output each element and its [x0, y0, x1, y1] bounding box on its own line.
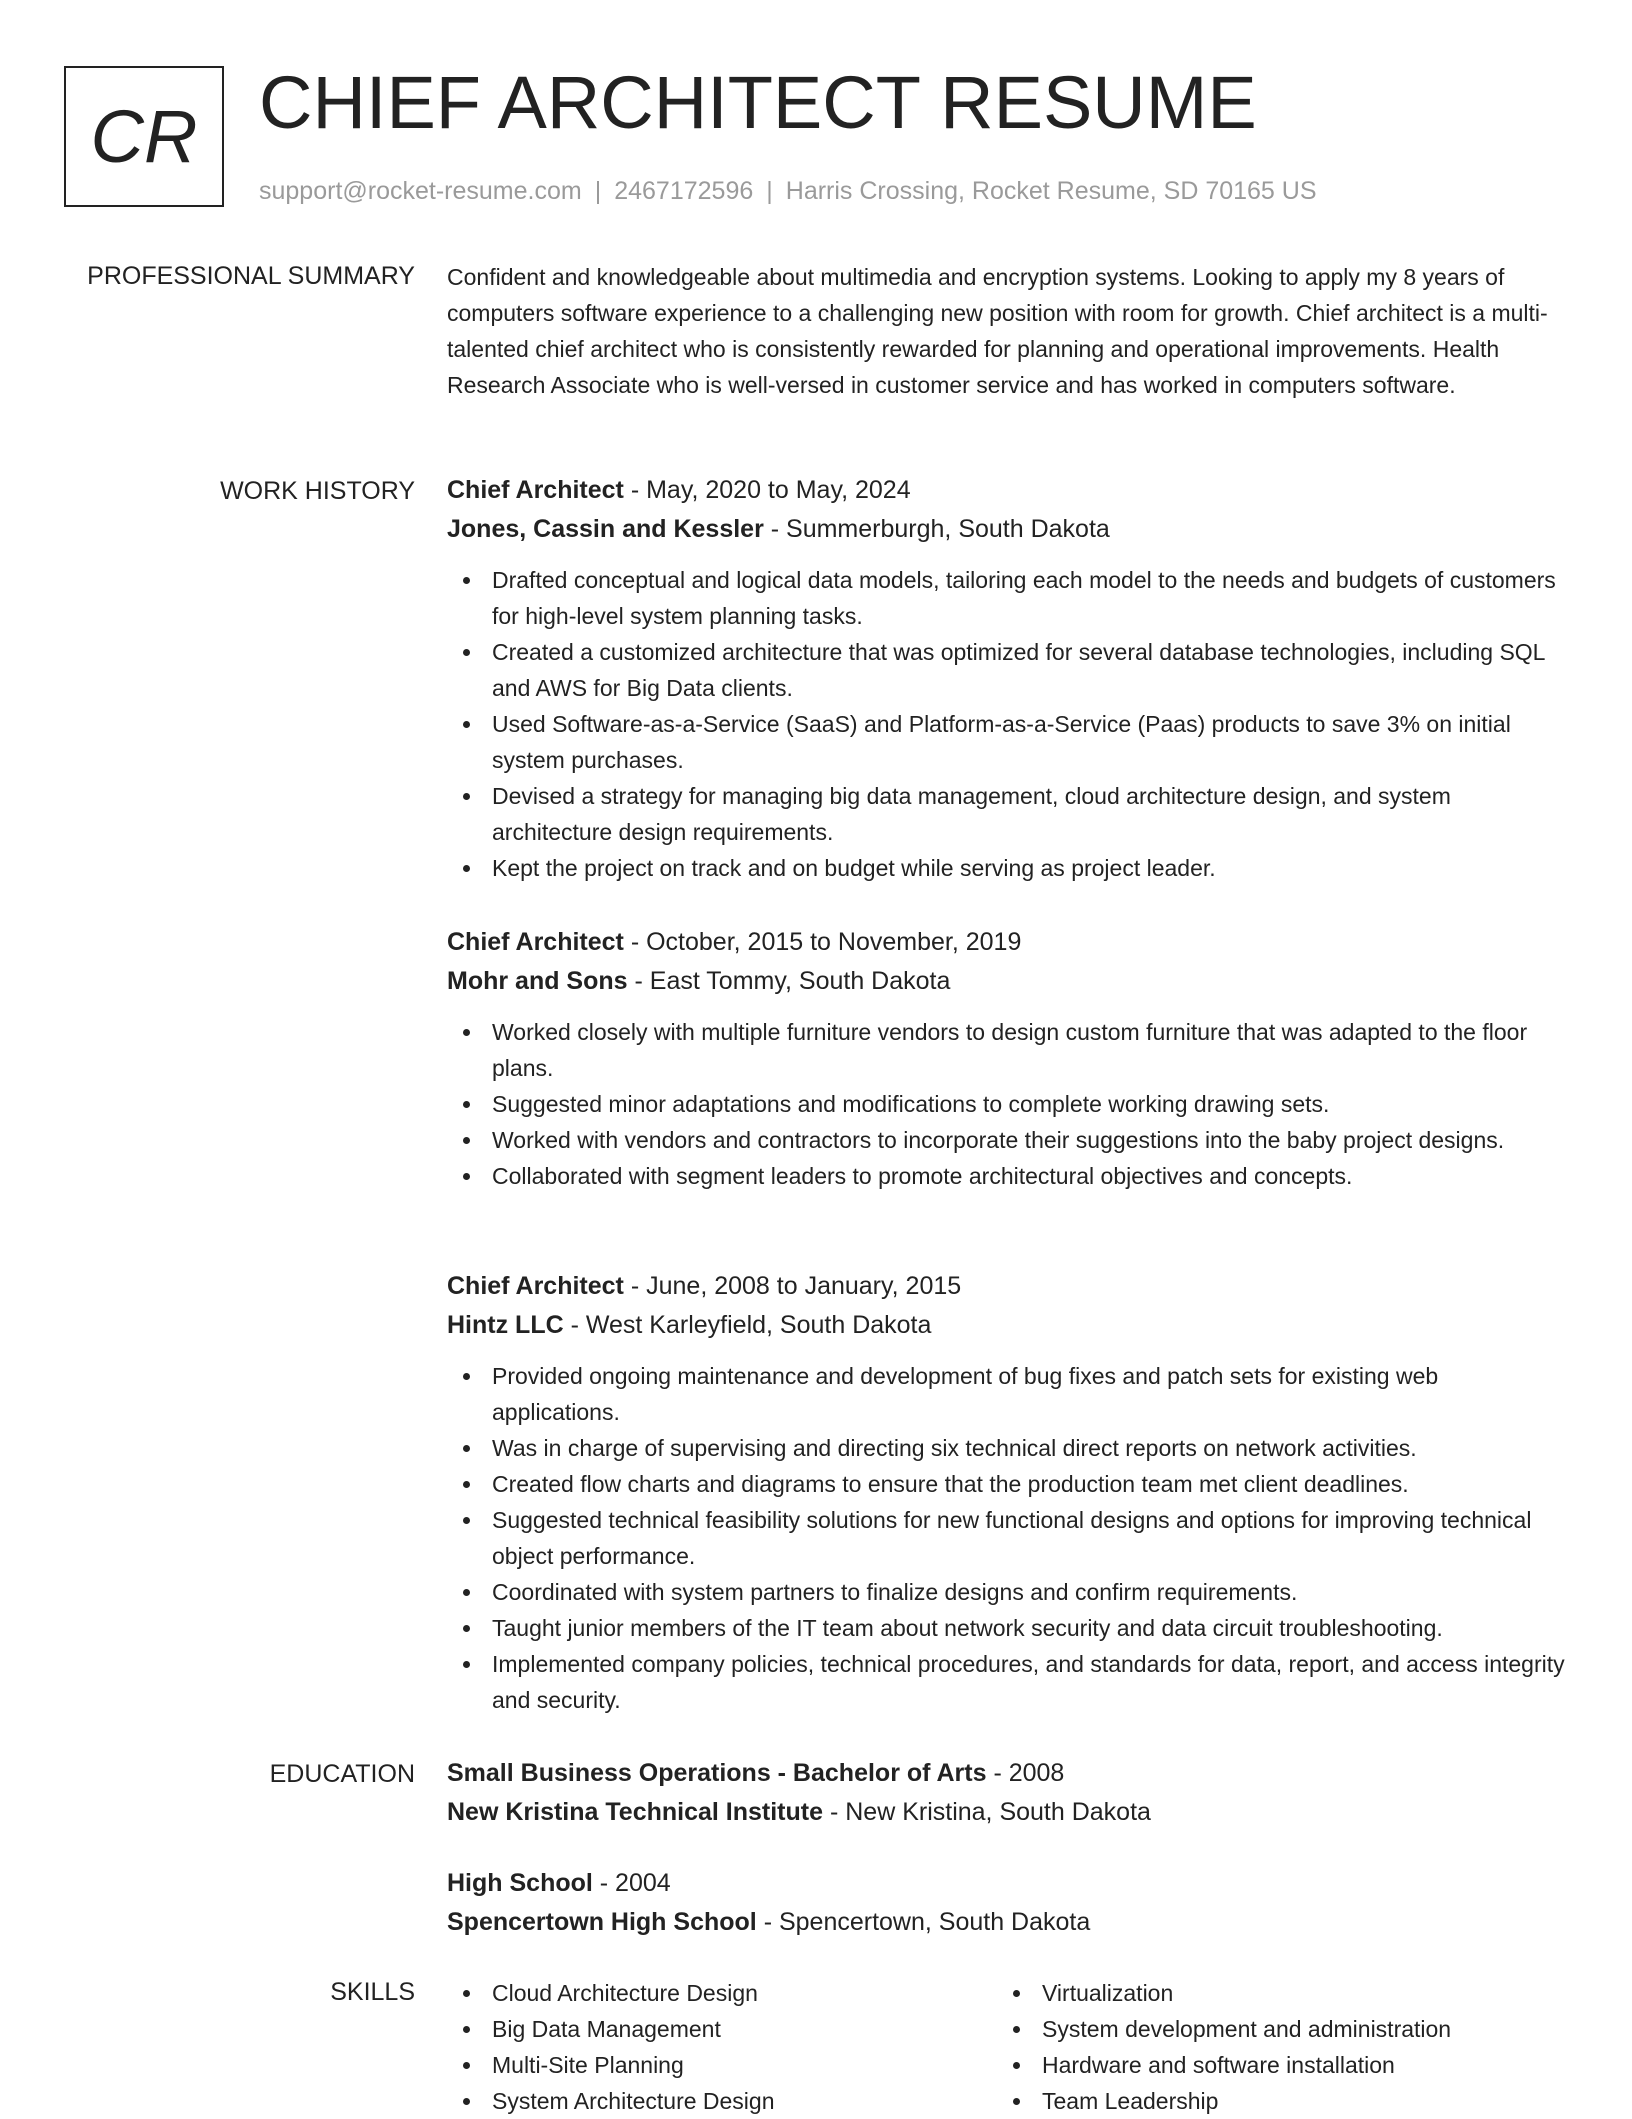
job-dates: - June, 2008 to January, 2015 — [623, 1272, 962, 1300]
job-title: Chief Architect — [447, 476, 624, 504]
education-entry — [447, 1754, 1567, 1832]
job-location: - East Tommy, South Dakota — [627, 967, 951, 995]
skills-column-right — [997, 1975, 1547, 2119]
job-company: Mohr and Sons — [447, 967, 628, 995]
job-title-line — [447, 1267, 1567, 1306]
skill-item: Team Leadership — [997, 2083, 1547, 2119]
job-bullet: Worked with vendors and contractors to incorporate their suggestions into the baby project designs. — [447, 1122, 1567, 1158]
job-bullets — [447, 562, 1567, 886]
education-year: - 2004 — [592, 1869, 671, 1897]
summary-heading: PROFESSIONAL SUMMARY — [87, 262, 415, 290]
job-company: Jones, Cassin and Kessler — [447, 515, 764, 543]
skill-item: Cloud Architecture Design — [447, 1975, 997, 2011]
job-bullet: Suggested technical feasibility solutions for new functional designs and options for improving technical object performance. — [447, 1502, 1567, 1574]
job-title-line — [447, 471, 1567, 510]
job-bullet: Taught junior members of the IT team about network security and data circuit troubleshooting. — [447, 1610, 1567, 1646]
job-title: Chief Architect — [447, 928, 624, 956]
job-bullet: Used Software-as-a-Service (SaaS) and Platform-as-a-Service (Paas) products to save 3% on initial system purchases. — [447, 706, 1567, 778]
job-title-line — [447, 923, 1567, 962]
job-bullets — [447, 1358, 1567, 1718]
summary-text: Confident and knowledgeable about multimedia and encryption systems. Looking to apply my 8 years of computers software experience to a challenging new position with room for growth. Chief architect is a multi-talented chief architect who is consistently rewarded for planning and operational improvements. Health Research Associate who is well-versed in customer service and has worked in computers software. — [447, 264, 1548, 398]
education-school-line — [447, 1793, 1567, 1832]
job-dates: - October, 2015 to November, 2019 — [623, 928, 1022, 956]
education-heading: EDUCATION — [269, 1760, 415, 1788]
job-bullet: Created flow charts and diagrams to ensure that the production team met client deadlines. — [447, 1466, 1567, 1502]
job-bullet: Provided ongoing maintenance and development of bug fixes and patch sets for existing web applications. — [447, 1358, 1567, 1430]
job-bullet: Collaborated with segment leaders to promote architectural objectives and concepts. — [447, 1158, 1567, 1194]
contact-separator: | — [594, 177, 602, 205]
contact-email[interactable]: support@rocket-resume.com — [259, 177, 582, 205]
skill-item: System Architecture Design — [447, 2083, 997, 2119]
job-bullet: Devised a strategy for managing big data management, cloud architecture design, and system architecture design requirements. — [447, 778, 1567, 850]
job-entry — [447, 471, 1567, 886]
education-school-line — [447, 1903, 1567, 1942]
job-company-line — [447, 962, 1567, 1001]
monogram-logo: CR — [64, 66, 224, 207]
job-title: Chief Architect — [447, 1272, 624, 1300]
skills-list — [447, 1975, 1567, 2119]
skill-item: Hardware and software installation — [997, 2047, 1547, 2083]
job-bullet: Was in charge of supervising and directing six technical direct reports on network activities. — [447, 1430, 1567, 1466]
contact-address: Harris Crossing, Rocket Resume, SD 70165 US — [785, 177, 1317, 205]
job-bullets — [447, 1014, 1567, 1194]
job-company-line — [447, 1306, 1567, 1345]
job-bullet: Kept the project on track and on budget while serving as project leader. — [447, 850, 1567, 886]
contact-phone[interactable]: 2467172596 — [614, 177, 754, 205]
job-bullet: Created a customized architecture that was optimized for several database technologies, including SQL and AWS for Big Data clients. — [447, 634, 1567, 706]
education-degree: Small Business Operations - Bachelor of Arts — [447, 1759, 987, 1787]
contact-separator: | — [766, 177, 773, 205]
job-bullet: Worked closely with multiple furniture vendors to design custom furniture that was adapted to the floor plans. — [447, 1014, 1567, 1086]
skill-item: Big Data Management — [447, 2011, 997, 2047]
job-entry — [447, 923, 1567, 1194]
education-entry — [447, 1864, 1567, 1942]
skills-heading: SKILLS — [330, 1978, 415, 2006]
contact-line — [259, 175, 1317, 207]
skill-item: System development and administration — [997, 2011, 1547, 2047]
skill-item: Virtualization — [997, 1975, 1547, 2011]
job-bullet: Implemented company policies, technical procedures, and standards for data, report, and access integrity and security. — [447, 1646, 1567, 1718]
education-location: - Spencertown, South Dakota — [756, 1908, 1091, 1936]
job-bullet: Suggested minor adaptations and modifications to complete working drawing sets. — [447, 1086, 1567, 1122]
job-company: Hintz LLC — [447, 1311, 564, 1339]
job-bullet: Drafted conceptual and logical data models, tailoring each model to the needs and budgets of customers for high-level system planning tasks. — [447, 562, 1567, 634]
job-entry — [447, 1267, 1567, 1718]
education-year: - 2008 — [986, 1759, 1065, 1787]
education-location: - New Kristina, South Dakota — [823, 1798, 1151, 1826]
education-degree-line — [447, 1864, 1567, 1903]
job-dates: - May, 2020 to May, 2024 — [623, 476, 911, 504]
job-bullet: Coordinated with system partners to finalize designs and confirm requirements. — [447, 1574, 1567, 1610]
education-degree: High School — [447, 1869, 593, 1897]
education-school: New Kristina Technical Institute — [447, 1798, 824, 1826]
skills-column-left — [447, 1975, 997, 2119]
skill-item: Multi-Site Planning — [447, 2047, 997, 2083]
education-school: Spencertown High School — [447, 1908, 757, 1936]
job-location: - West Karleyfield, South Dakota — [563, 1311, 932, 1339]
education-degree-line — [447, 1754, 1567, 1793]
work-history-heading: WORK HISTORY — [220, 477, 415, 505]
job-location: - Summerburgh, South Dakota — [763, 515, 1110, 543]
job-company-line — [447, 510, 1567, 549]
page-title: CHIEF ARCHITECT RESUME — [259, 61, 1257, 144]
